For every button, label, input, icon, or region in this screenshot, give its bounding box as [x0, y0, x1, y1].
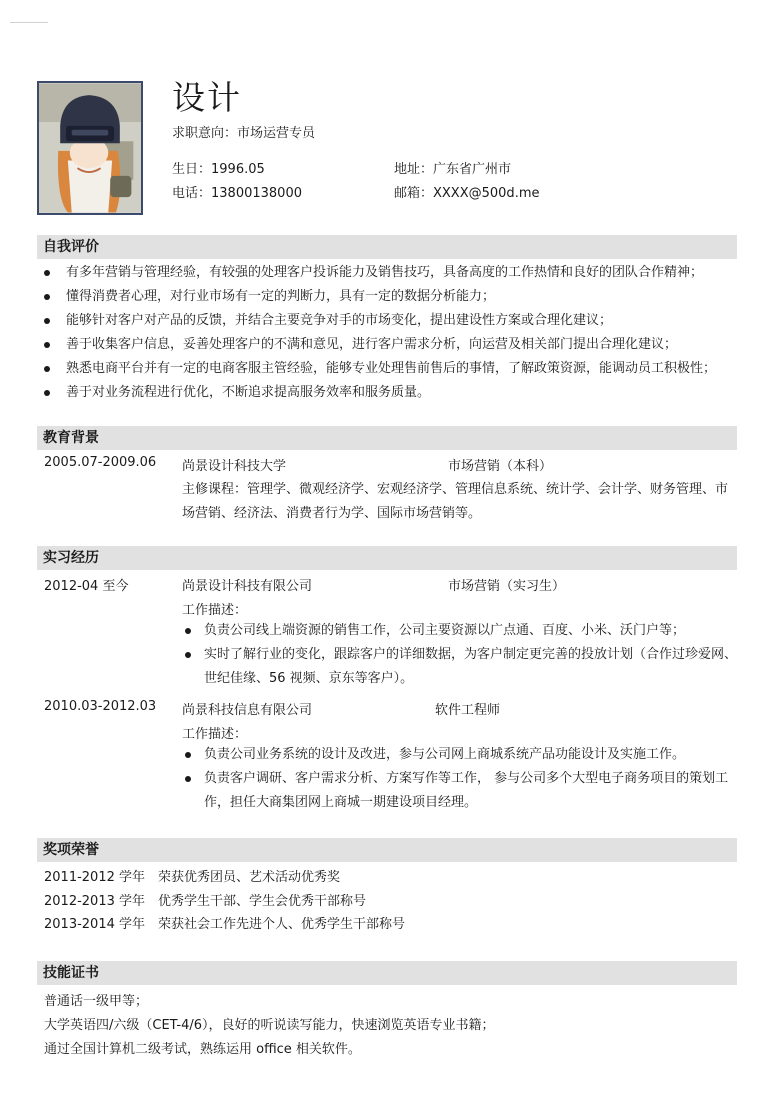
list-item: 善于收集客户信息，妥善处理客户的不满和意见，进行客户需求分析，向运营及相关部门提出合理化建议； [37, 333, 716, 357]
section-title-internship: 实习经历 [37, 546, 737, 570]
job-desc-label: 工作描述： [182, 727, 248, 742]
skill-item: 通过全国计算机二级考试，熟练运用 office 相关软件。 [44, 1042, 361, 1057]
list-item: 有多年营销与管理经验，有较强的处理客户投诉能力及销售技巧，具备高度的工作热情和良好的团队合作精神； [37, 261, 716, 285]
self-eval-list [37, 261, 716, 405]
award-year: 2013-2014 学年 [44, 917, 145, 932]
job-desc-list [182, 619, 738, 691]
list-item: 善于对业务流程进行优化，不断追求提高服务效率和服务质量。 [37, 381, 716, 405]
email-info: 邮箱：XXXX@500d.me [394, 186, 540, 201]
job-objective: 求职意向：市场运营专员 [172, 126, 316, 141]
skill-item: 普通话一级甲等； [44, 994, 149, 1009]
job-period: 2012-04 至今 [44, 579, 129, 594]
list-item: 负责公司线上端资源的销售工作，公司主要资源以广点通、百度、小米、沃门户等； [182, 619, 738, 643]
list-item: 懂得消费者心理，对行业市场有一定的判断力，具有一定的数据分析能力； [37, 285, 716, 309]
job-desc-label: 工作描述： [182, 603, 248, 618]
award-text: 优秀学生干部、学生会优秀干部称号 [158, 894, 367, 909]
list-item: 熟悉电商平台并有一定的电商客服主管经验，能够专业处理售前售后的事情，了解政策资源，能调动员工积极性； [37, 357, 716, 381]
job-company: 尚景设计科技有限公司 [182, 579, 313, 594]
section-title-education: 教育背景 [37, 426, 737, 450]
award-text: 荣获优秀团员、艺术活动优秀奖 [158, 870, 341, 885]
phone-info: 电话：13800138000 [172, 186, 302, 201]
candidate-name: 设计 [172, 78, 242, 117]
section-title-awards: 奖项荣誉 [37, 838, 737, 862]
section-title-self-eval: 自我评价 [37, 235, 737, 259]
education-school: 尚景设计科技大学 [182, 459, 287, 474]
section-title-skills: 技能证书 [37, 961, 737, 985]
education-period: 2005.07-2009.06 [44, 455, 157, 470]
job-company: 尚景科技信息有限公司 [182, 703, 313, 718]
birth-info: 生日：1996.05 [172, 162, 265, 177]
job-role: 软件工程师 [435, 703, 501, 718]
skill-item: 大学英语四/六级（CET-4/6），良好的听说读写能力，快速浏览英语专业书籍； [44, 1018, 495, 1033]
list-item: 负责公司业务系统的设计及改进，参与公司网上商城系统产品功能设计及实施工作。 [182, 743, 738, 767]
address-info: 地址：广东省广州市 [394, 162, 512, 177]
list-item: 实时了解行业的变化，跟踪客户的详细数据，为客户制定更完善的投放计划（合作过珍爱网、世纪佳缘、56 视频、京东等客户）。 [182, 643, 738, 691]
avatar-photo [37, 81, 143, 215]
award-year: 2011-2012 学年 [44, 870, 145, 885]
list-item: 能够针对客户对产品的反馈，并结合主要竞争对手的市场变化，提出建设性方案或合理化建议； [37, 309, 716, 333]
avatar-illustration [39, 83, 141, 213]
education-courses: 主修课程：管理学、微观经济学、宏观经济学、管理信息系统、统计学、会计学、财务管理、市场营销、经济法、消费者行为学、国际市场营销等。 [182, 482, 729, 521]
job-period: 2010.03-2012.03 [44, 699, 157, 714]
education-major: 市场营销（本科） [448, 459, 553, 474]
job-role: 市场营销（实习生） [448, 579, 566, 594]
award-text: 荣获社会工作先进个人、优秀学生干部称号 [158, 917, 406, 932]
list-item: 负责客户调研、客户需求分析、方案写作等工作， 参与公司多个大型电子商务项目的策划工作，担任大商集团网上商城一期建设项目经理。 [182, 767, 738, 815]
award-year: 2012-2013 学年 [44, 894, 145, 909]
job-desc-list [182, 743, 738, 815]
page-corner-mark [10, 22, 48, 23]
